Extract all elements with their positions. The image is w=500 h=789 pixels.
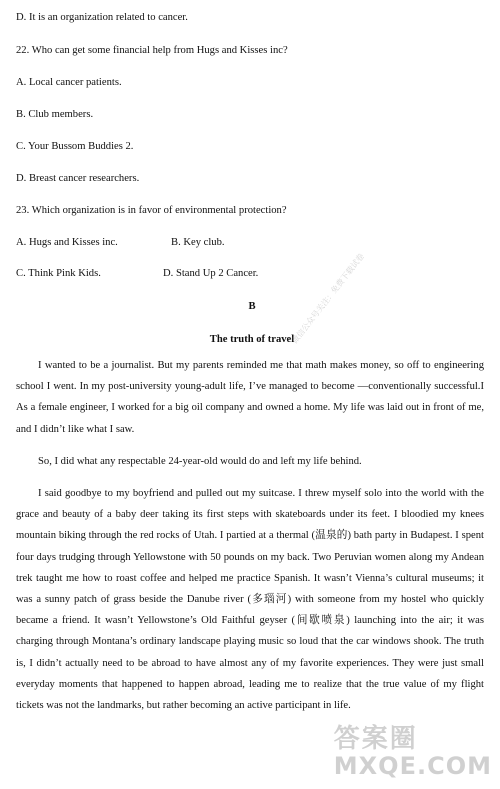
q23-option-a: A. Hugs and Kisses inc. [16, 237, 118, 248]
passage-paragraph-3: I said goodbye to my boyfriend and pulled out my suitcase. I threw myself solo into the world with the grace and beauty of a baby deer taking its first steps with skateboards under its feet. I bloodied my knees mountain biking through the red rocks of Utah. I partied at a thermal (温泉的) bath party in Budapest. I spent four days trudging through Yellowstone with 50 pounds on my back. Two Peruvian women along my Andean trek taught me how to roast coffee and helped me practice Spanish. It wasn’t Vienna’s cultural museums; it was a sunny patch of grass beside the Danube river (多瑙河) with someone from my hostel who quickly became a friend. It wasn’t Yellowstone’s Old Faithful geyser (间歇喷泉) launching into the air; it was charging through Montana’s ordinary landscape playing music so loud that the car windows shook. The truth is, I didn’t actually need to be abroad to have almost any of my favorite experiences. They were just small everyday moments that happened to happen abroad, leading me to realize that the true value of my flight tickets was not the landmarks, but rather becoming an active participant in life. [16, 488, 484, 712]
diagonal-stamp: 微信公众号关注：免费下载试卷 [290, 251, 367, 346]
section-letter: B [248, 301, 256, 312]
q23-option-c: C. Think Pink Kids. [16, 268, 101, 279]
passage-paragraph-1: I wanted to be a journalist. But my parents reminded me that math makes money, so off to engineering school I went. In my post-university young-adult life, I’ve managed to become —conventionally successful.I As a female engineer, I worked for a big oil company and owned a home. My life was laid out in front of me, and I didn’t like what I saw. [16, 360, 484, 435]
q23-stem: 23. Which organization is in favor of environmental protection? [16, 205, 287, 216]
watermark-en: MXQE.COM [333, 752, 492, 780]
passage-title: The truth of travel [209, 334, 295, 345]
q21-option-d: D. It is an organization related to cancer. [16, 12, 188, 23]
q22-option-d: D. Breast cancer researchers. [16, 173, 140, 184]
q22-stem: 22. Who can get some financial help from Hugs and Kisses inc? [16, 45, 288, 56]
q22-option-b: B. Club members. [16, 109, 94, 120]
q23-option-b: B. Key club. [171, 237, 225, 248]
q22-option-a: A. Local cancer patients. [16, 77, 122, 88]
site-watermark [334, 723, 492, 782]
q23-option-d: D. Stand Up 2 Cancer. [163, 268, 259, 279]
passage [16, 355, 484, 716]
q22-option-c: C. Your Bussom Buddies 2. [16, 141, 134, 152]
passage-paragraph-2: So, I did what any respectable 24-year-old would do and left my life behind. [38, 455, 362, 467]
watermark-cn: 答案圈 [333, 723, 418, 754]
